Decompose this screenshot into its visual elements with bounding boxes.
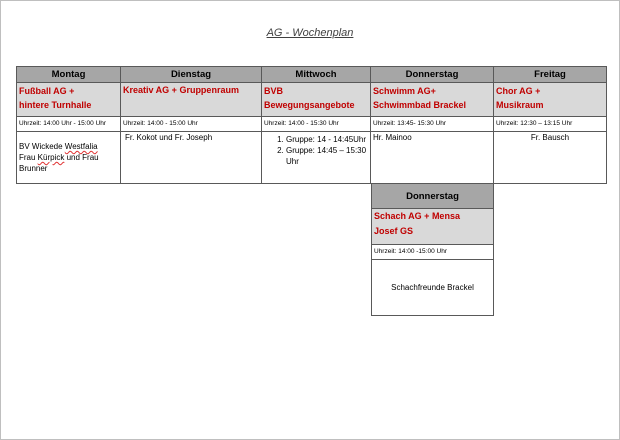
day-header-dienstag: Dienstag [121, 67, 262, 83]
ag-dienstag: Kreativ AG + Gruppenraum [121, 83, 262, 117]
extra-day-header: Donnerstag [372, 184, 494, 209]
time-freitag: Uhrzeit: 12:30 – 13:15 Uhr [494, 117, 607, 132]
ag-donnerstag [371, 83, 494, 117]
teacher-montag-line1: BV Wickede Westfalia [19, 142, 98, 151]
time-mittwoch: Uhrzeit: 14:00 - 15:30 Uhr [262, 117, 371, 132]
ag-montag-line1: Fußball AG + [19, 86, 75, 96]
teacher-montag-line2: Frau Kürpick und Frau [19, 153, 99, 162]
teacher-donnerstag: Hr. Mainoo [371, 132, 494, 184]
extra-ag-line2: Josef GS [374, 226, 414, 236]
ag-row [17, 83, 607, 117]
teacher-dienstag: Fr. Kokot und Fr. Joseph [121, 132, 262, 184]
group-item: 2. Gruppe: 14:45 – 15:30 Uhr [286, 145, 368, 167]
extra-time-row [372, 245, 494, 260]
time-donnerstag: Uhrzeit: 13:45- 15:30 Uhr [371, 117, 494, 132]
extra-header-row [372, 184, 494, 209]
teacher-montag [17, 132, 121, 184]
ag-donnerstag-line1: Schwimm AG+ [373, 86, 436, 96]
day-header-montag: Montag [17, 67, 121, 83]
extra-schedule-table [371, 183, 494, 316]
extra-ag-line1: Schach AG + Mensa [374, 211, 460, 221]
time-montag: Uhrzeit: 14:00 Uhr - 15:00 Uhr [17, 117, 121, 132]
ag-freitag-line1: Chor AG + [496, 86, 541, 96]
ag-mittwoch [262, 83, 371, 117]
schedule-table [16, 66, 607, 184]
ag-montag-line2: hintere Turnhalle [19, 100, 92, 110]
header-row [17, 67, 607, 83]
group-item: 1. Gruppe: 14 - 14:45Uhr [286, 134, 368, 145]
extra-teacher: Schachfreunde Brackel [372, 260, 494, 316]
time-dienstag: Uhrzeit: 14:00 - 15:00 Uhr [121, 117, 262, 132]
ag-mittwoch-line2: Bewegungsangebote [264, 100, 355, 110]
teacher-mittwoch [262, 132, 371, 184]
ag-donnerstag-line2: Schwimmbad Brackel [373, 100, 467, 110]
day-header-freitag: Freitag [494, 67, 607, 83]
group-list [264, 134, 368, 167]
day-header-donnerstag: Donnerstag [371, 67, 494, 83]
ag-montag [17, 83, 121, 117]
ag-freitag-line2: Musikraum [496, 100, 544, 110]
extra-teacher-row [372, 260, 494, 316]
day-header-mittwoch: Mittwoch [262, 67, 371, 83]
time-row [17, 117, 607, 132]
ag-freitag [494, 83, 607, 117]
teacher-montag-line3: Brunner [19, 164, 48, 173]
extra-ag [372, 209, 494, 245]
extra-time: Uhrzeit: 14:00 -15:00 Uhr [372, 245, 494, 260]
ag-mittwoch-line1: BVB [264, 86, 284, 96]
extra-ag-row [372, 209, 494, 245]
teacher-row [17, 132, 607, 184]
teacher-freitag: Fr. Bausch [494, 132, 607, 184]
page-title: AG - Wochenplan [266, 27, 354, 39]
